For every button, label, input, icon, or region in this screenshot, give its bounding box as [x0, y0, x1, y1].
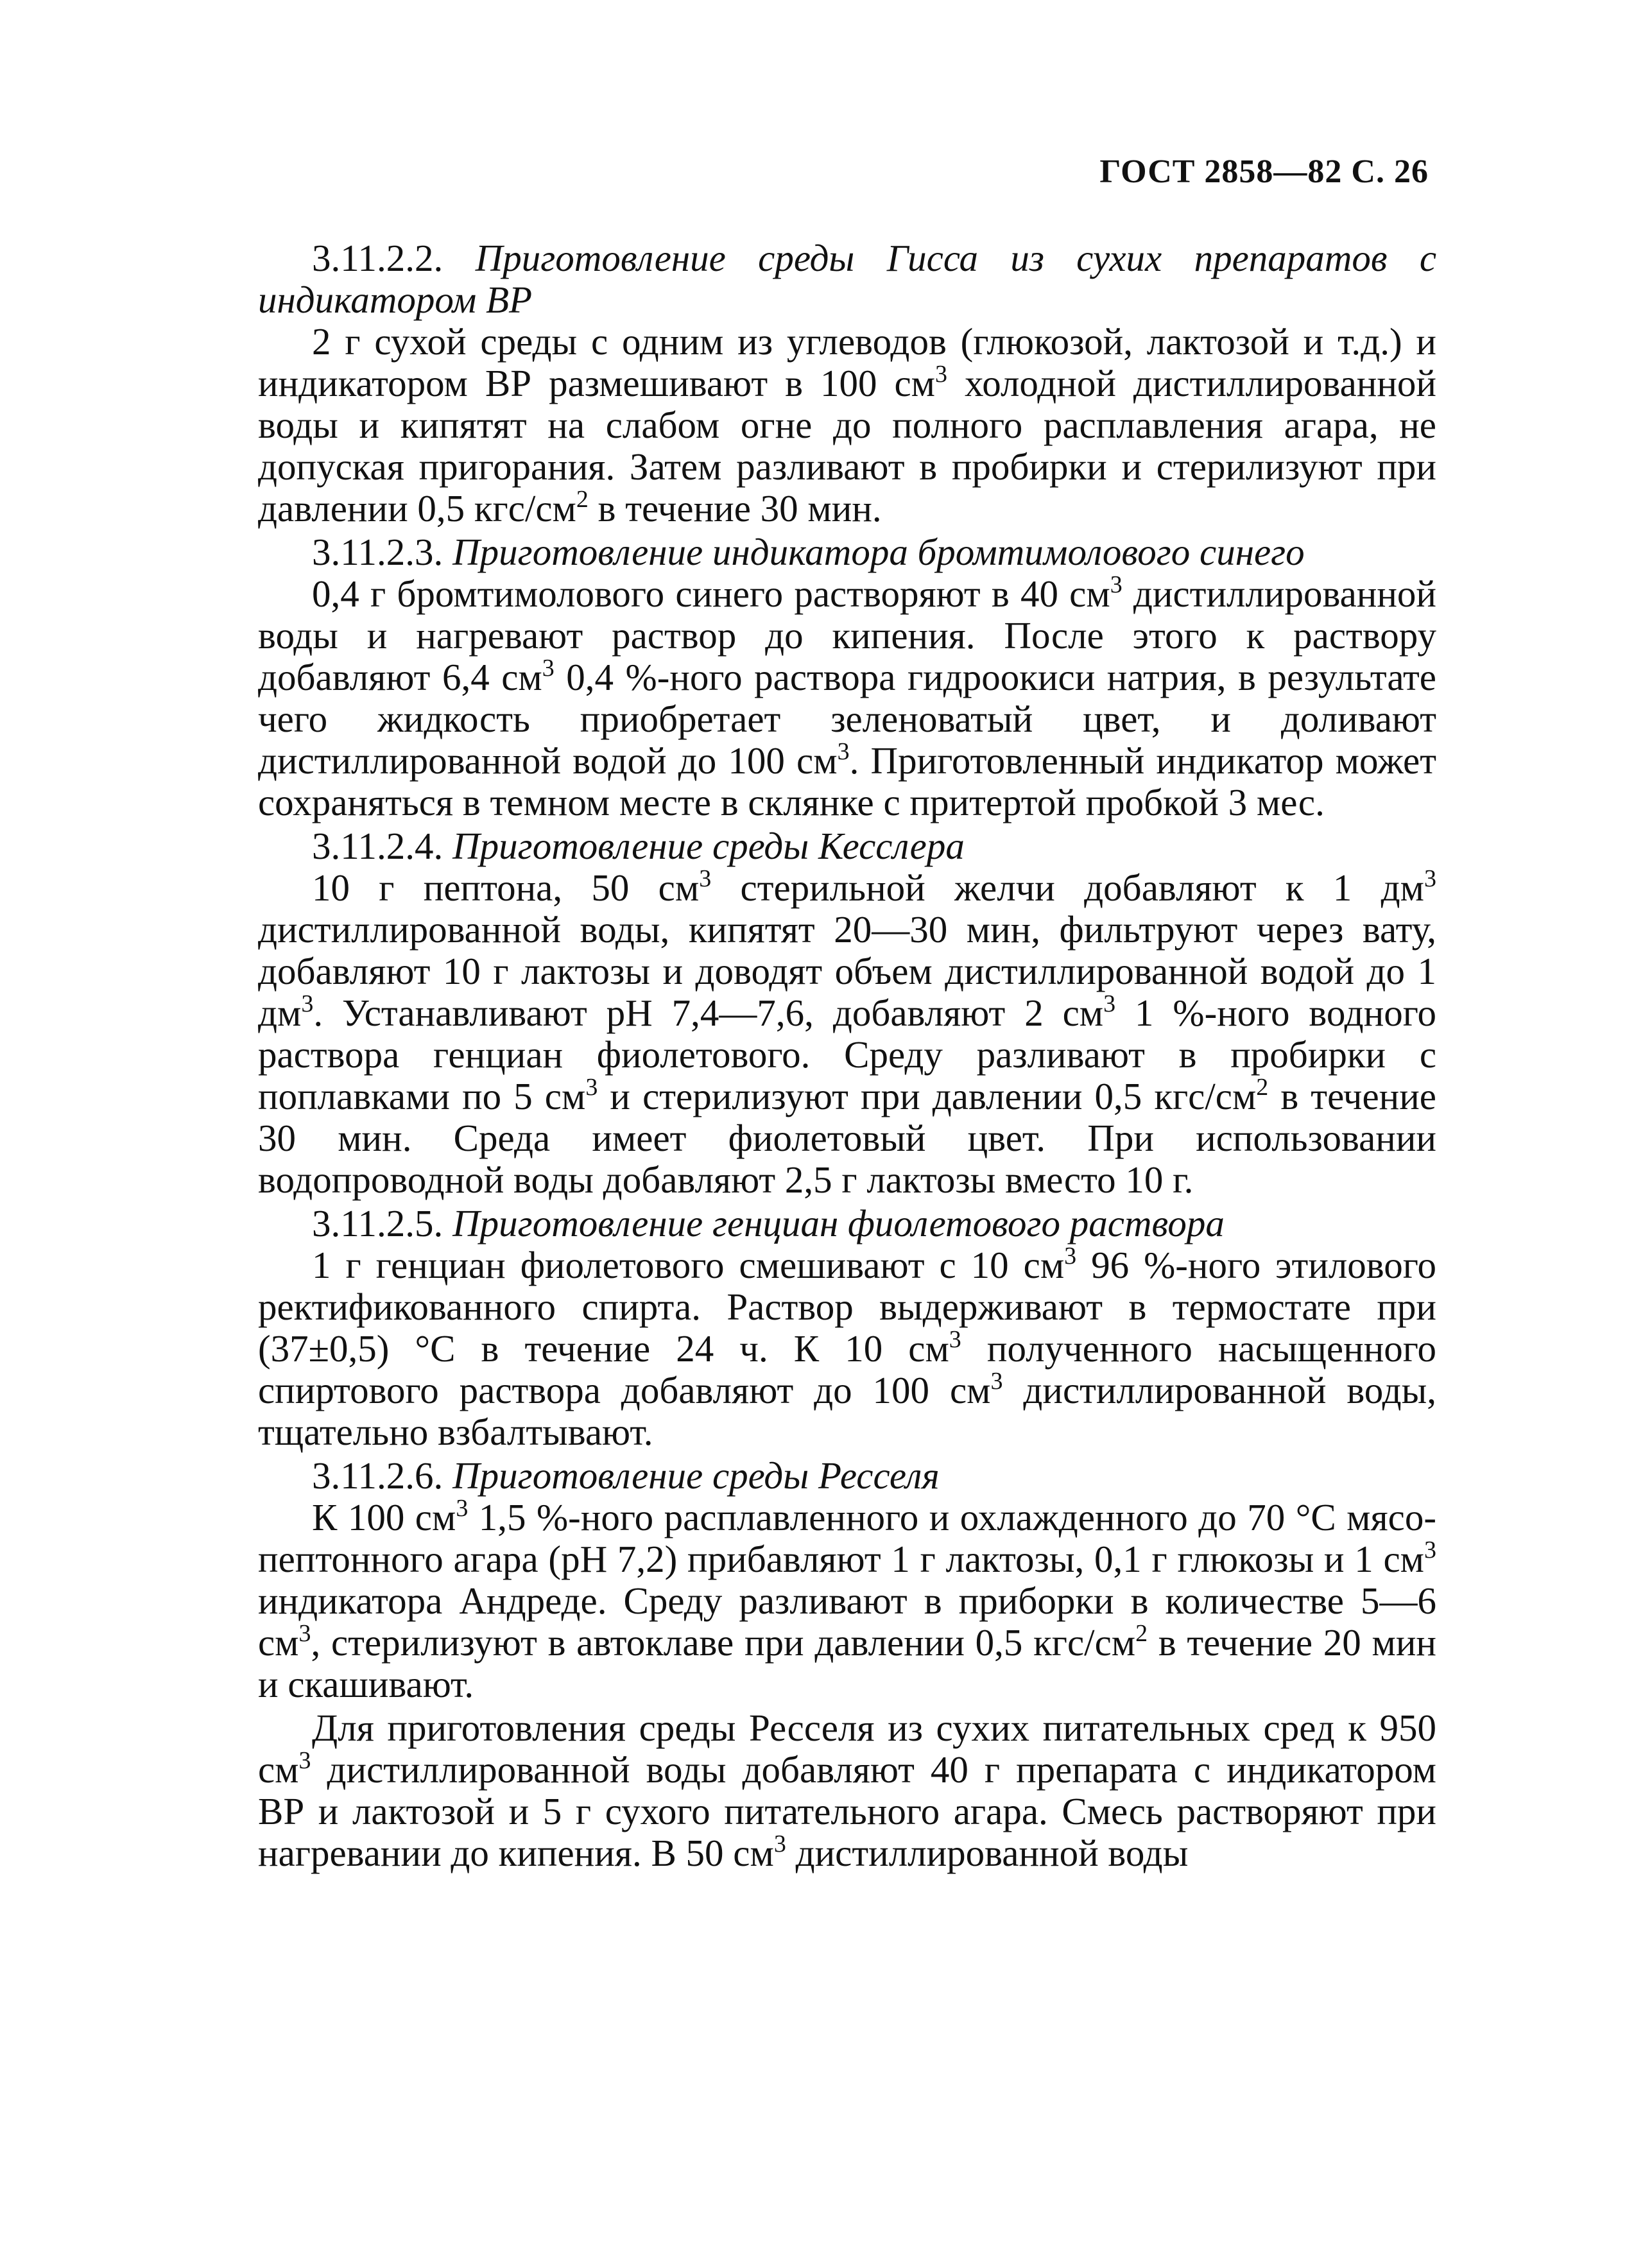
document-body: [258, 237, 1436, 1874]
paragraph: 10 г пептона, 50 $см^3$ стерильной желчи добавляют к 1 $дм^3$ дистиллированной воды, кипятят 20—30 мин, фильтруют через вату, добавляют 10 г лактозы и доводят объем дистиллированной водой до 1 $дм^3$. Устанавливают рН 7,4—7,6, добавляют 2 $см^3$ 1 %-ного водного раствора генциан фиолетового. Среду разливают в пробирки с поплавками по 5 $см^3$ и стерилизуют при давлении 0,5 кгс/$см^2$ в течение 30 мин. Среда имеет фиолетовый цвет. При использовании водопроводной воды добавляют 2,5 г лактозы вместо 10 г.: [258, 865, 1436, 1201]
paragraph: Для приготовления среды Ресселя из сухих питательных сред к 950 $см^3$ дистиллированной воды добавляют 40 г препарата с индикатором ВР и лактозой и 5 г сухого питательного агара. Смесь растворяют при нагревании до кипения. В 50 $см^3$ дистиллированной воды: [258, 1707, 1436, 1874]
section-heading: [258, 1455, 1436, 1497]
page-header-doc-ref: ГОСТ 2858—82 С. 26: [1099, 153, 1429, 190]
section-number: 3.11.2.2.: [312, 237, 443, 279]
paragraph: К 100 $см^3$ 1,5 %-ного расплавленного и охлажденного до 70 °С мясо-пептонного агара (рН 7,2) прибавляют 1 г лактозы, 0,1 г глюкозы и 1 $см^3$ индикатора Андреде. Среду разливают в приборки в количестве 5—6 $см^3$, стерилизуют в автоклаве при давлении 0,5 кгс/$см^2$ в течение 20 мин и скашивают.: [258, 1495, 1436, 1705]
section-heading: [258, 1203, 1436, 1244]
section-title: Приготовление индикатора бромтимолового синего: [452, 531, 1305, 573]
section-heading: [258, 825, 1436, 867]
section-number: 3.11.2.3.: [312, 531, 443, 573]
paragraph: 1 г генциан фиолетового смешивают с 10 $см^3$ 96 %-ного этилового ректификованного спирта. Раствор выдерживают в термостате при (37±0,5) °С в течение 24 ч. К 10 $см^3$ полученного насыщенного спиртового раствора добавляют до 100 $см^3$ дистиллированной воды, тщательно взбалтывают.: [258, 1243, 1436, 1453]
section-title: Приготовление среды Гисса из сухих препаратов с индикатором ВР: [258, 237, 1437, 321]
paragraph: 0,4 г бромтимолового синего растворяют в 40 $см^3$ дистиллированной воды и нагревают раствор до кипения. После этого к раствору добавляют 6,4 $см^3$ 0,4 %-ного раствора гидроокиси натрия, в результате чего жидкость приобретает зеленоватый цвет, и доливают дистиллированной водой до 100 $см^3$. Приготовленный индикатор может сохраняться в темном месте в склянке с притертой пробкой 3 мес.: [258, 571, 1436, 823]
section-title: Приготовление генциан фиолетового раствора: [452, 1202, 1225, 1244]
section-number: 3.11.2.5.: [312, 1202, 443, 1244]
section-heading: [258, 531, 1436, 573]
section-heading: [258, 237, 1436, 321]
section-number: 3.11.2.6.: [312, 1454, 443, 1497]
section-title: Приготовление среды Ресселя: [452, 1454, 940, 1497]
section-number: 3.11.2.4.: [312, 825, 443, 867]
paragraph: 2 г сухой среды с одним из углеводов (глюкозой, лактозой и т.д.) и индикатором ВР размешивают в 100 $см^3$ холодной дистиллированной воды и кипятят на слабом огне до полного расплавления агара, не допуская пригорания. Затем разливают в пробирки и стерилизуют при давлении 0,5 кгс/$см^2$ в течение 30 мин.: [258, 320, 1436, 530]
section-title: Приготовление среды Кесслера: [452, 825, 965, 867]
